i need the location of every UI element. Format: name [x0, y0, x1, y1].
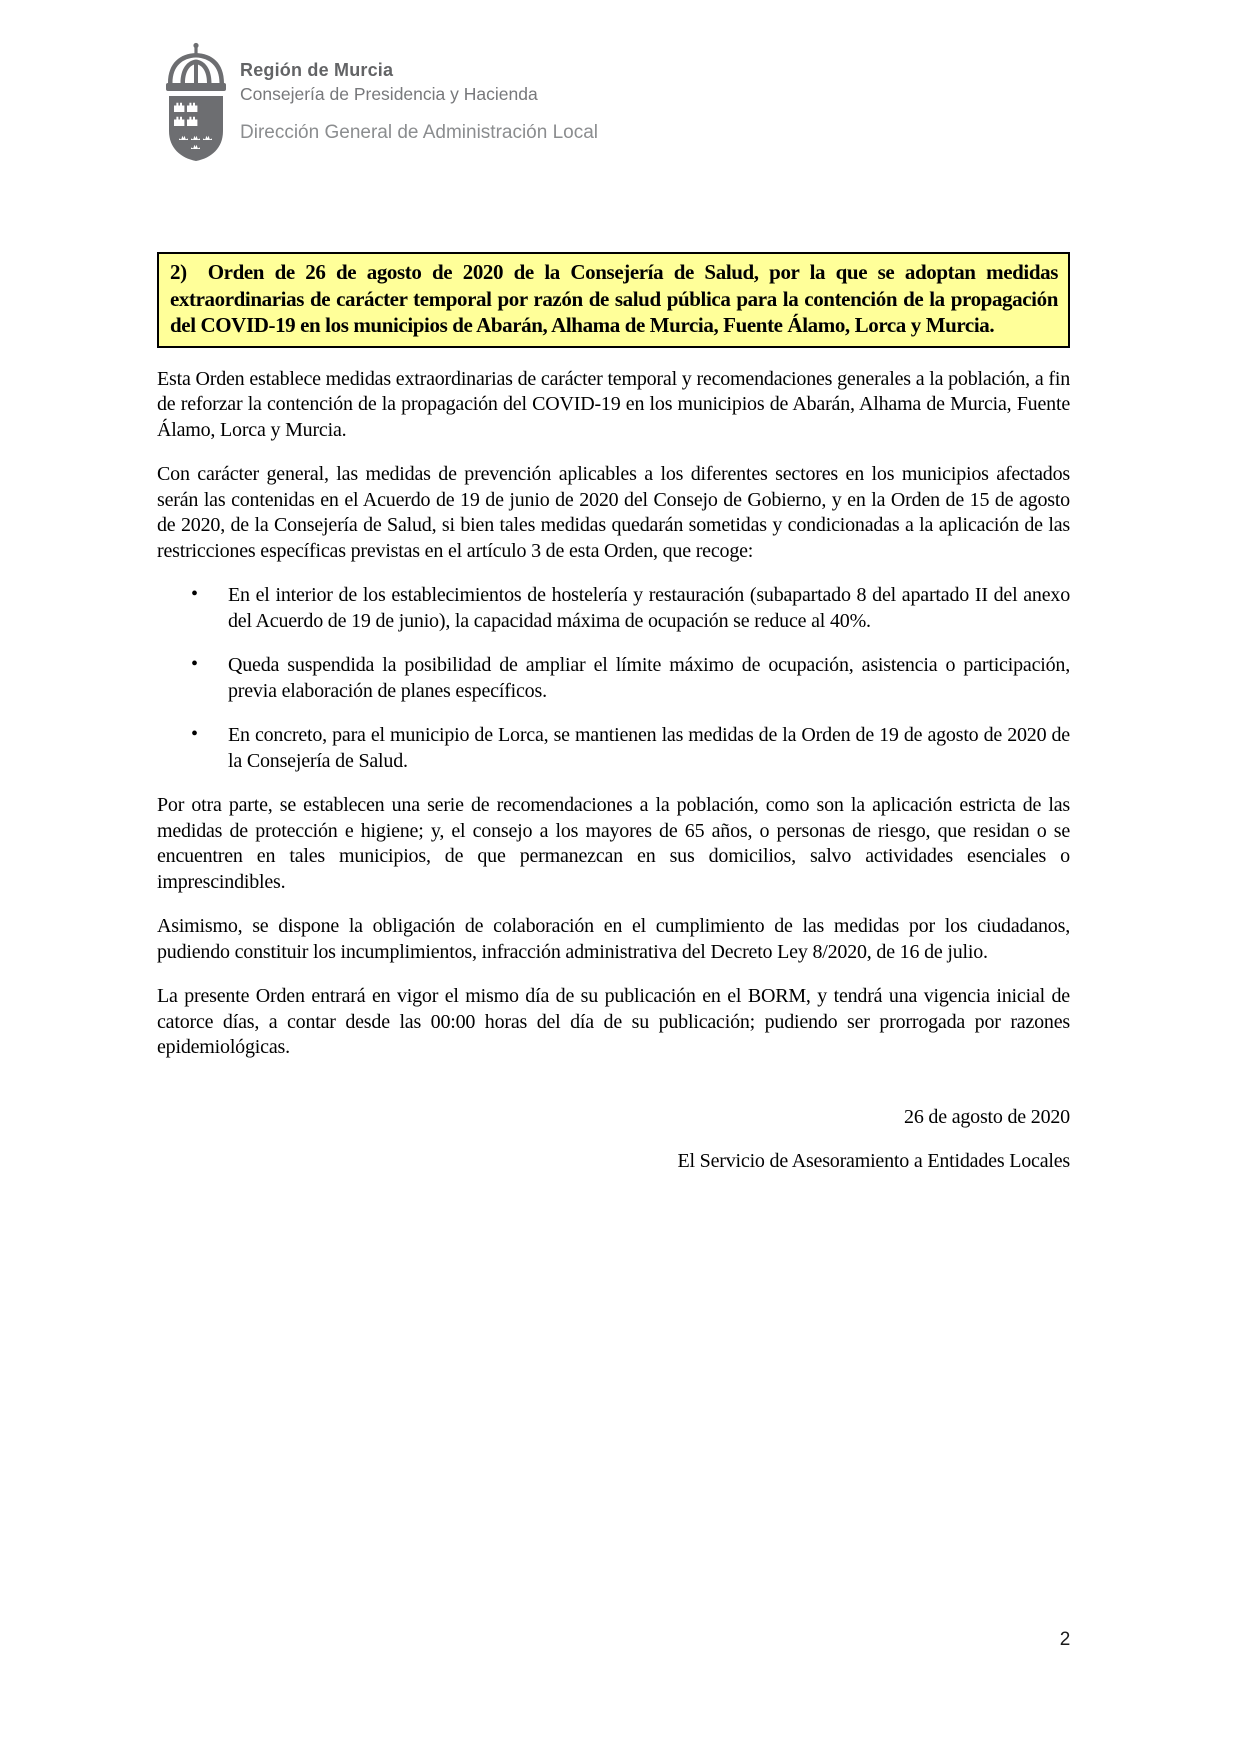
list-item [191, 583, 1070, 634]
list-item-text: En el interior de los establecimientos de hostelería y restauración (subapartado 8 del apartado II del anexo del Acuerdo de 19 de junio), la capacidad máxima de ocupación se reduce al 40%. [228, 584, 1070, 632]
letterhead [163, 42, 598, 162]
paragraph-intro: Esta Orden establece medidas extraordinarias de carácter temporal y recomendaciones generales a la población, a fin de reforzar la contención de la propagación del COVID-19 en los municipios de Abarán, Alhama de Murcia, Fuente Álamo, Lorca y Murcia. [157, 367, 1070, 441]
page-number: 2 [1059, 1629, 1071, 1650]
bullet-icon: • [191, 653, 198, 675]
signature-line: El Servicio de Asesoramiento a Entidades Locales [677, 1150, 1070, 1172]
paragraph-recommendations: Por otra parte, se establecen una serie de recomendaciones a la población, como son la aplicación estricta de las medidas de protección e higiene; y, el consejo a los mayores de 65 años, o personas de riesgo, que residan o se encuentren en tales municipios, de que permanezcan en sus domicilios, salvo actividades esenciales o imprescindibles. [157, 794, 1070, 893]
region-de-murcia-coat-of-arms-icon [163, 42, 229, 162]
list-item [191, 653, 1070, 704]
department-name: Consejería de Presidencia y Hacienda [240, 84, 538, 104]
letterhead-text [240, 42, 598, 144]
list-item-text: En concreto, para el municipio de Lorca, se mantienen las medidas de la Orden de 19 de agosto de 2020 de la Consejería de Salud. [228, 724, 1070, 772]
division-name: Dirección General de Administración Local [240, 122, 599, 143]
measures-bullet-list [157, 583, 1070, 774]
paragraph-general-measures: Con carácter general, las medidas de prevención aplicables a los diferentes sectores en los municipios afectados serán las contenidas en el Acuerdo de 19 de junio de 2020 del Consejo de Gobierno, y en la Orden de 15 de agosto de 2020, de la Consejería de Salud, si bien tales medidas quedarán sometidas y condicionadas a la aplicación de las restricciones específicas previstas en el artículo 3 de esta Orden, que recoge: [157, 463, 1070, 562]
bullet-icon: • [191, 723, 198, 745]
paragraph-entry-into-force: La presente Orden entrará en vigor el mismo día de su publicación en el BORM, y tendrá una vigencia inicial de catorce días, a contar desde las 00:00 horas del día de su publicación; pudiendo ser prorrogada por razones epidemiológicas. [157, 985, 1070, 1058]
org-name: Región de Murcia [240, 60, 394, 80]
closing-date: 26 de agosto de 2020 [904, 1105, 1070, 1128]
paragraph-obligations: Asimismo, se dispone la obligación de colaboración en el cumplimiento de las medidas por los ciudadanos, pudiendo constituir los incumplimientos, infracción administrativa del Decreto Ley 8/2020, de 16 de julio. [157, 915, 1070, 963]
bullet-icon: • [191, 583, 198, 605]
document-body [157, 252, 1070, 1175]
order-title-highlight-box: 2) Orden de 26 de agosto de 2020 de la Consejería de Salud, por la que se adoptan medidas extraordinarias de carácter temporal por razón de salud pública para la contención de la propagación del COVID-19 en los municipios de Abarán, Alhama de Murcia, Fuente Álamo, Lorca y Murcia. [157, 252, 1070, 348]
list-item [191, 723, 1070, 774]
list-item-text: Queda suspendida la posibilidad de ampliar el límite máximo de ocupación, asistencia o participación, previa elaboración de planes específicos. [228, 654, 1070, 702]
